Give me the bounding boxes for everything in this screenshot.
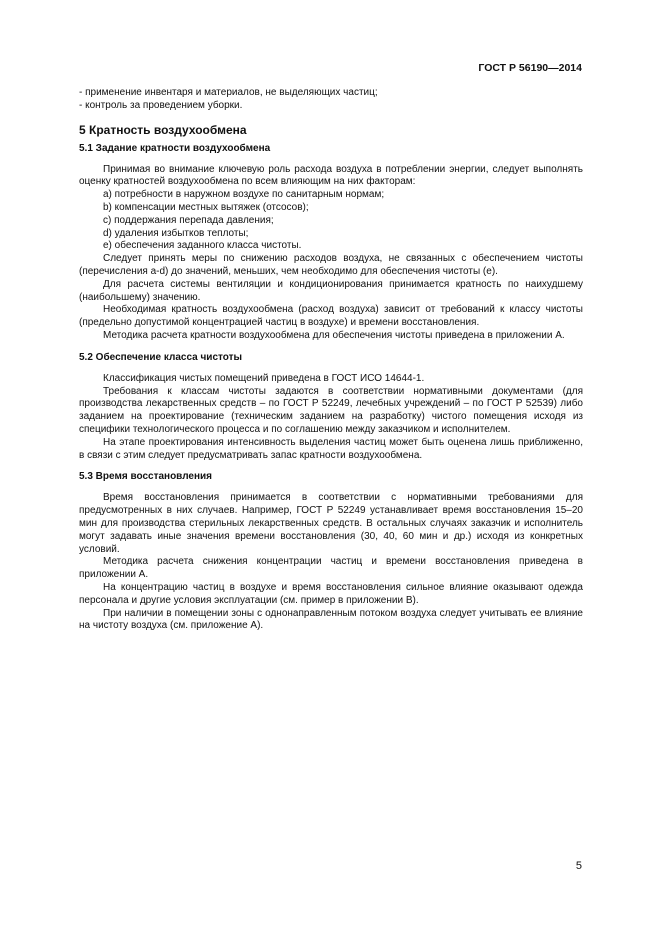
list-item: - контроль за проведением уборки. xyxy=(79,99,243,111)
list-item: d) удаления избытков теплоты; xyxy=(103,227,249,239)
section-heading: 5 Кратность воздухообмена xyxy=(79,122,247,137)
paragraph: Для расчета системы вентиляции и кондиционирования принимается кратность по наихудшему (наибольшему) значению. xyxy=(79,278,583,303)
list-item: e) обеспечения заданного класса чистоты. xyxy=(103,240,302,252)
paragraph: Классификация чистых помещений приведена в ГОСТ ИСО 14644-1. xyxy=(103,372,425,384)
list-item: c) поддержания перепада давления; xyxy=(103,214,274,226)
subsection-heading: 5.1 Задание кратности воздухообмена xyxy=(79,142,271,154)
paragraph: При наличии в помещении зоны с однонаправленным потоком воздуха следует учитывать ее влияние на чистоту воздуха (см. приложение A). xyxy=(79,607,583,632)
page-number: 5 xyxy=(575,860,582,872)
page-content xyxy=(79,87,583,633)
paragraph: Методика расчета снижения концентрации частиц и времени восстановления приведена в приложении A. xyxy=(79,556,583,581)
list-item: a) потребности в наружном воздухе по санитарным нормам; xyxy=(103,189,385,201)
paragraph: На концентрацию частиц в воздухе и время восстановления сильное влияние оказывают одежда персонала и другие условия эксплуатации (см. пример в приложении B). xyxy=(79,581,583,606)
subsection-heading: 5.3 Время восстановления xyxy=(79,471,212,483)
paragraph: Принимая во внимание ключевую роль расхода воздуха в потреблении энергии, следует выполнять оценку кратностей воздухообмена по всем влияющим на них факторам: xyxy=(79,163,583,188)
paragraph: На этапе проектирования интенсивность выделения частиц может быть оценена лишь приближенно, в связи с этим следует предусматривать запас кратности воздухообмена. xyxy=(79,436,583,461)
list-item: - применение инвентаря и материалов, не выделяющих частиц; xyxy=(79,87,378,98)
document-header: ГОСТ Р 56190—2014 xyxy=(478,62,582,74)
paragraph: Необходимая кратность воздухообмена (расход воздуха) зависит от требований к классу чистоты (предельно допустимой концентрацией частиц в воздухе) и времени восстановления. xyxy=(79,304,583,329)
paragraph: Время восстановления принимается в соответствии с нормативными требованиями для предусмотренных в них случаев. Например, ГОСТ Р 52249 устанавливает время восстановления 15–20 мин для производства стерильных лекарственных средств. В остальных случаях заказчик и исполнитель могут задавать иные значения времени восстановления (30, 40, 60 мин и др.) исходя из конкретных условий. xyxy=(79,492,583,555)
paragraph: Требования к классам чистоты задаются в соответствии нормативными документами (для производства лекарственных средств – по ГОСТ Р 52249, лечебных учреждений – по ГОСТ Р 52539) либо заданием на проектирование (техническим заданием на разработку) чистого помещения исходя из специфики технологического процесса и по соглашению между заказчиком и исполнителем. xyxy=(79,385,583,435)
subsection-heading: 5.2 Обеспечение класса чистоты xyxy=(79,351,243,363)
list-item: b) компенсации местных вытяжек (отсосов); xyxy=(103,201,309,213)
paragraph: Методика расчета кратности воздухообмена для обеспечения чистоты приведена в приложении A. xyxy=(103,329,565,341)
paragraph: Следует принять меры по снижению расходов воздуха, не связанных с обеспечением чистоты (перечисления a-d) до значений, меньших, чем необходимо для обеспечения чистоты (e). xyxy=(79,253,583,277)
